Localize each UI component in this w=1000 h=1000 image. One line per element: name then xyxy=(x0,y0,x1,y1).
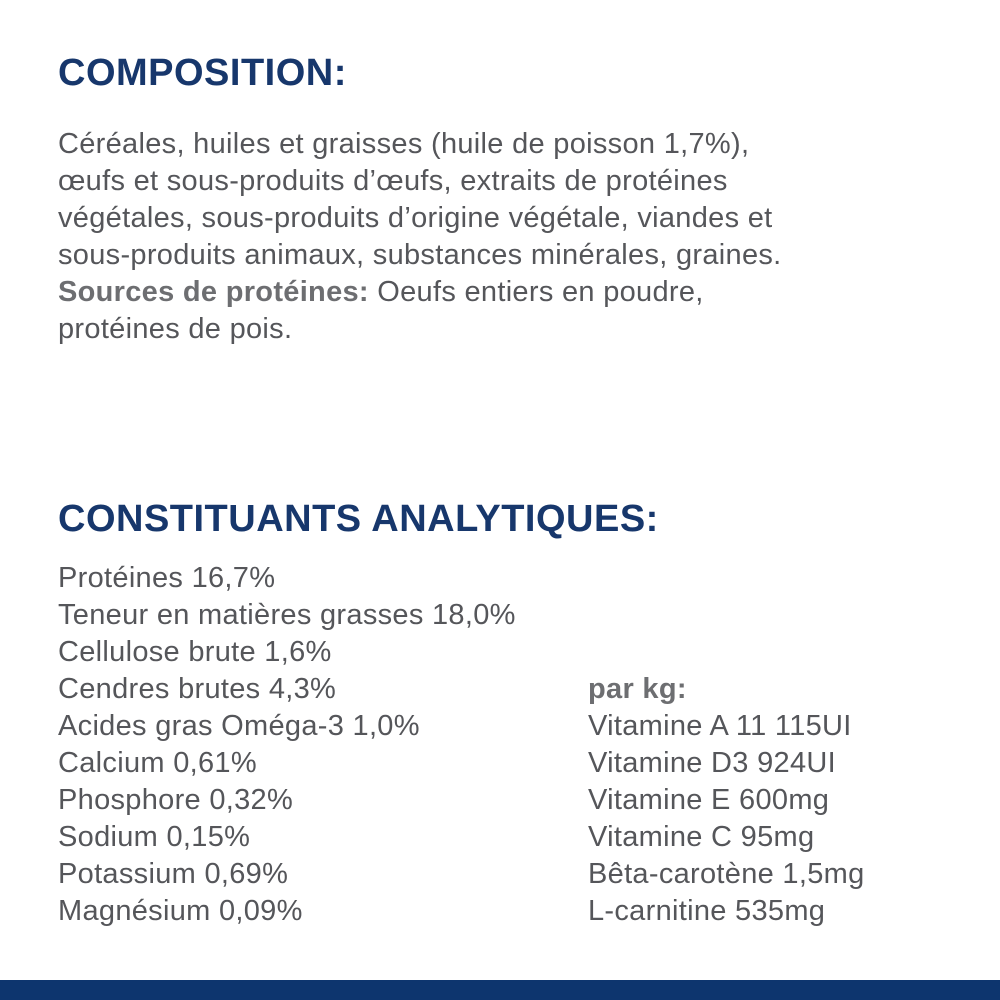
constituent-item: Cendres brutes 4,3% xyxy=(58,673,337,705)
vitamin-item: Vitamine D3 924UI xyxy=(588,747,836,779)
composition-line: végétales, sous-produits d’origine végétale, viandes et xyxy=(58,202,773,234)
per-kg-vitamins-list xyxy=(588,671,865,930)
footer-accent-bar xyxy=(0,980,1000,1000)
constituent-item: Acides gras Oméga-3 1,0% xyxy=(58,710,420,742)
protein-sources-line xyxy=(58,274,978,311)
protein-sources-value: Oeufs entiers en poudre, xyxy=(368,276,704,308)
composition-line: Céréales, huiles et graisses (huile de poisson 1,7%), xyxy=(58,128,750,160)
analytical-constituents-list xyxy=(58,560,516,930)
vitamin-item: Bêta-carotène 1,5mg xyxy=(588,858,865,890)
constituent-item: Calcium 0,61% xyxy=(58,747,257,779)
constituent-item: Potassium 0,69% xyxy=(58,858,289,890)
constituent-item: Phosphore 0,32% xyxy=(58,784,294,816)
vitamin-item: Vitamine A 11 115UI xyxy=(588,710,852,742)
protein-sources-label: Sources de protéines: xyxy=(58,276,369,308)
vitamin-item: Vitamine C 95mg xyxy=(588,821,815,853)
vitamin-item: L-carnitine 535mg xyxy=(588,895,826,927)
vitamin-item: Vitamine E 600mg xyxy=(588,784,830,816)
composition-line: œufs et sous-produits d’œufs, extraits de protéines xyxy=(58,165,728,197)
constituent-item: Magnésium 0,09% xyxy=(58,895,303,927)
constituent-item: Sodium 0,15% xyxy=(58,821,251,853)
analytical-constituents-heading: CONSTITUANTS ANALYTIQUES: xyxy=(58,498,659,540)
composition-paragraph xyxy=(58,126,978,348)
per-kg-label: par kg: xyxy=(588,673,687,705)
composition-line: sous-produits animaux, substances minérales, graines. xyxy=(58,239,782,271)
constituent-item: Cellulose brute 1,6% xyxy=(58,636,332,668)
constituent-item: Protéines 16,7% xyxy=(58,562,276,594)
constituent-item: Teneur en matières grasses 18,0% xyxy=(58,599,516,631)
protein-sources-line-2: protéines de pois. xyxy=(58,313,293,345)
composition-heading: COMPOSITION: xyxy=(58,52,347,94)
